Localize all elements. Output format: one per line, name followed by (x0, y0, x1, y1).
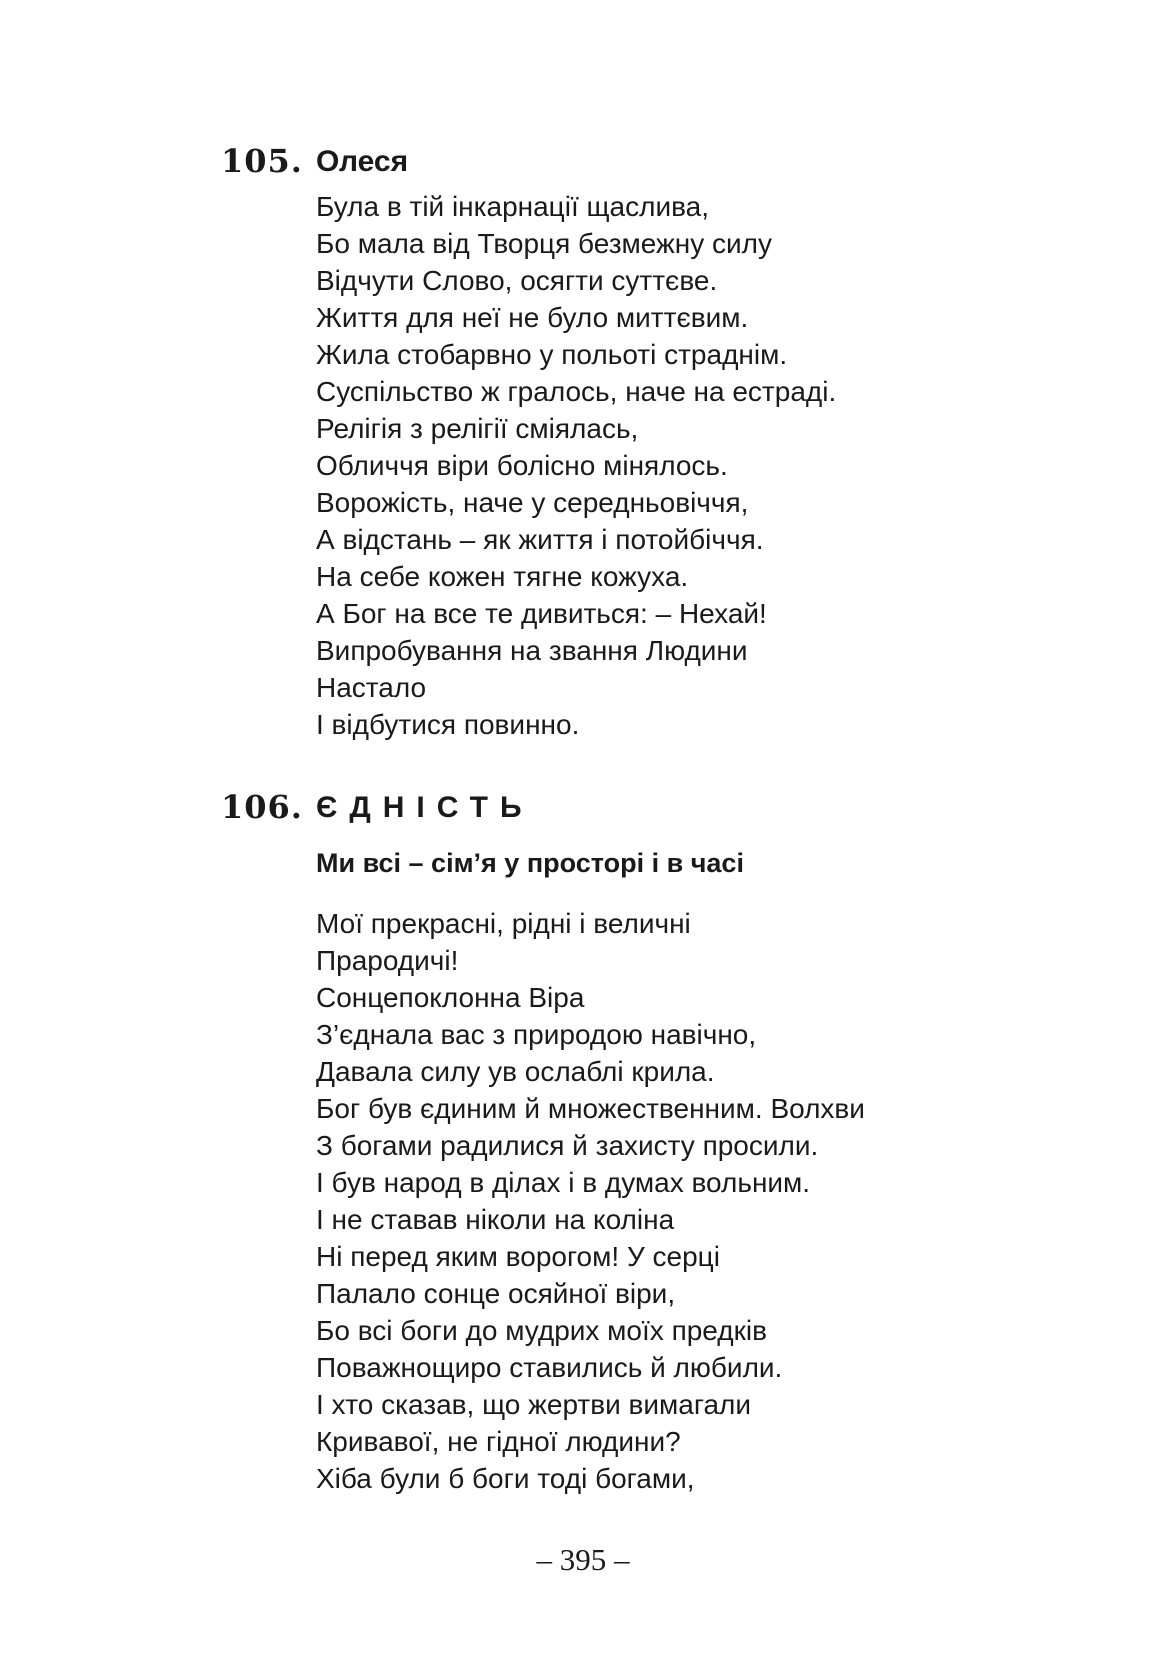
poem-line: І відбутися повинно. (316, 709, 580, 740)
poem-line: Мої прекрасні, рідні і величні (316, 908, 691, 939)
poem-line: Випробування на звання Людини (316, 635, 748, 666)
poem-line: Кривавої, не гідної людини? (316, 1426, 681, 1457)
poem-line: З богами радилися й захисту просили. (316, 1130, 819, 1161)
poem-subtitle: Ми всі – сім’я у просторі і в часі (316, 848, 744, 878)
poem-number: 106. (221, 788, 303, 826)
poem-line: А Бог на все те дивиться: – Нехай! (316, 598, 767, 629)
poem-line: Бо мала від Творця безмежну силу (316, 228, 772, 259)
poem-line: Обличчя віри болісно мінялось. (316, 450, 728, 481)
poem-line: Настало (316, 672, 427, 703)
poem-line: Палало сонце осяйної віри, (316, 1278, 676, 1309)
poem-line: Суспільство ж гралось, наче на естраді. (316, 376, 837, 407)
poem-line: Бог був єдиним й множественним. Волхви (316, 1093, 865, 1124)
poem-line: Поважнощиро ставились й любили. (316, 1352, 783, 1383)
poem-line: Сонцепоклонна Віра (316, 982, 585, 1013)
poem-line: Була в тій інкарнації щаслива, (316, 191, 709, 222)
poem-number: 105. (221, 142, 303, 180)
poem-text (316, 905, 865, 1497)
poem-line: З’єднала вас з природою навічно, (316, 1019, 757, 1050)
page-number: – 395 – (536, 1542, 630, 1577)
poem-line: Давала силу ув ослаблі крила. (316, 1056, 715, 1087)
poem-line: Ворожість, наче у середньовіччя, (316, 487, 749, 518)
poem-line: І хто сказав, що жертви вимагали (316, 1389, 752, 1420)
poem-line: Релігія з релігії сміялась, (316, 413, 639, 444)
poem-line: І був народ в ділах і в думах вольним. (316, 1167, 811, 1198)
poem-line: Хіба були б боги тоді богами, (316, 1463, 695, 1494)
poem-line: А відстань – як життя і потойбіччя. (316, 524, 764, 555)
poem-title: Олеся (316, 145, 409, 178)
poem-line: Відчути Слово, осягти суттєве. (316, 265, 718, 296)
poem-text (316, 188, 836, 743)
poem-line: Прародичі! (316, 945, 459, 976)
poem-line: І не ставав ніколи на коліна (316, 1204, 675, 1235)
poem-line: Бо всі боги до мудрих моїх предків (316, 1315, 767, 1346)
poem-line: Жила стобарвно у польоті страднім. (316, 339, 788, 370)
poem-title: ЄДНІСТЬ (316, 791, 534, 824)
poem-line: На себе кожен тягне кожуха. (316, 561, 689, 592)
poem-line: Життя для неї не було миттєвим. (316, 302, 749, 333)
poem-line: Ні перед яким ворогом! У серці (316, 1241, 720, 1272)
